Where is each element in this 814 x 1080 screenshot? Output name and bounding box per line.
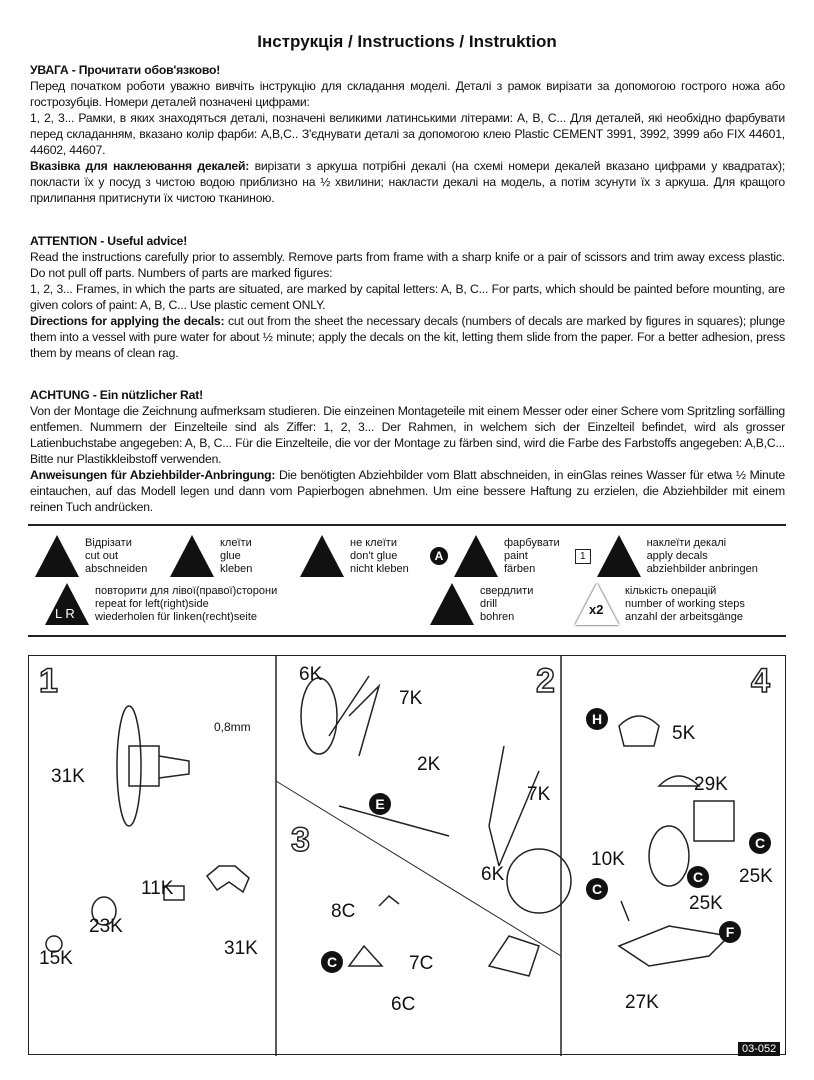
legend-item — [430, 583, 533, 625]
ua-section — [30, 62, 785, 206]
legend-item — [430, 535, 560, 577]
wheel-drawing — [46, 706, 249, 952]
step-number: 4 — [751, 662, 770, 700]
legend-text: свердлити drill bohren — [480, 584, 534, 623]
part-label: 5K — [672, 723, 696, 744]
decal-icon — [597, 535, 641, 577]
paint-marker: F — [719, 921, 741, 943]
legend-text: наклеїти декалі apply decals abziehbilder anbringen — [646, 536, 758, 575]
paint-brush-icon — [454, 535, 498, 577]
ua-p2: 1, 2, 3... Рамки, в яких знаходяться деталі, позначені великими латинськими літерами: A, B, C... Для деталей, які необхідно фарбувати перед складанням, вказано колір фарби: A,B,C.. З'єднувати деталі за допомогою клею Plastic CEMENT 3991, 3992, 3999 або FIX 44601, 44602, 44607. — [30, 111, 785, 157]
left-right-icon — [45, 583, 89, 625]
frame-drawing — [301, 676, 571, 976]
en-p1: Read the instructions carefully prior to assembly. Remove parts from frame with a sharp knife or a pair of scissors and trim away excess plastic. Do not pull off parts. Numbers of parts are marked figures: — [30, 250, 785, 280]
part-label: 6K — [299, 664, 323, 685]
legend-item — [575, 535, 758, 577]
en-decal-text: cut out from the sheet the necessary decals (numbers of decals are marked by figures in squares); plunge them into a vessel with pure water for about ½ minute; apply the decals on the kit, letting them slide from the paper. For a better adhesion, press them by means of clean rag. — [30, 314, 786, 360]
seat-drawing — [619, 716, 734, 966]
legend-text: Відрізати cut out abschneiden — [85, 536, 148, 575]
no-glue-icon — [300, 535, 344, 577]
de-p1: Von der Montage die Zeichnung aufmerksam studieren. Die einzeinen Montageteile mit einem Messer oder einer Schere vom Spritzling sorfälling entfemen. Nummern der Einzelteile sind als Ziffer: 1, 2, 3... Der Rahmen, in welchem sich der Einzelteil befindet, wird als grosser Latienbuchstabe angegeben: A, B, C... Für die Einzelteile, die vor der Montage zu färben sind, wird die Farbe des Farbstoffs angegeben: A,B,C... Bitte nur Plastikkleibstoff verwenden. — [30, 404, 785, 466]
part-label: 6K — [481, 864, 505, 885]
legend-text: повторити для лівої(правої)сторони repeat for left(right)side wiederholen für linken(recht)seite — [95, 584, 278, 623]
de-section — [30, 387, 785, 515]
part-label: 7C — [409, 953, 434, 974]
paint-marker: C — [586, 878, 608, 900]
part-label: 23K — [89, 916, 123, 937]
paint-marker: H — [586, 708, 608, 730]
drill-icon — [430, 583, 474, 625]
left-right-label: L R — [55, 606, 75, 621]
part-label: 31K — [224, 938, 258, 959]
part-label: 31K — [51, 766, 85, 787]
legend-item — [170, 535, 252, 577]
part-label: 25K — [689, 893, 723, 914]
decal-number-badge: 1 — [575, 549, 591, 564]
part-label: 29K — [694, 774, 728, 795]
steps-count: x2 — [589, 602, 604, 617]
paint-marker: C — [321, 951, 343, 973]
en-heading: ATTENTION - Useful advice! — [30, 234, 188, 248]
legend-text: фарбувати paint färben — [504, 536, 560, 575]
legend-item — [575, 583, 745, 625]
en-section — [30, 233, 785, 361]
cut-knife-icon — [35, 535, 79, 577]
legend-item — [45, 583, 277, 625]
de-decal-label: Anweisungen für Abziehbilder-Anbringung: — [30, 468, 276, 482]
divider — [28, 635, 786, 637]
step-number: 1 — [39, 662, 58, 700]
part-label: 15K — [39, 948, 73, 969]
ua-decal-label: Вказівка для наклеювання декалей: — [30, 159, 250, 173]
glue-icon — [170, 535, 214, 577]
step-number: 3 — [291, 821, 310, 859]
legend-text: не клеїти don't glue nicht kleben — [350, 536, 409, 575]
ua-p1: Перед початком роботи уважно вивчіть інструкцію для складання моделі. Деталі з рамок вирізати за допомогою гострого ножа або гострозубців. Номери деталей позначені цифрами: — [30, 79, 785, 109]
part-label: 6C — [391, 994, 416, 1015]
part-label: 11K — [141, 878, 174, 899]
de-heading: ACHTUNG - Ein nützlicher Rat! — [30, 388, 203, 402]
part-label: 8C — [331, 901, 356, 922]
part-label: 7K — [399, 688, 423, 709]
part-label: 2K — [417, 754, 441, 775]
paint-marker: E — [369, 793, 391, 815]
legend-text: клеїти glue kleben — [220, 536, 253, 575]
paint-marker: C — [749, 832, 771, 854]
ua-heading: УВАГА - Прочитати обов'язково! — [30, 63, 221, 77]
legend-text: кількість операцій number of working steps anzahl der arbeitsgänge — [625, 584, 745, 623]
kit-code: 03-052 — [738, 1042, 780, 1056]
legend-item — [35, 535, 147, 577]
en-p2: 1, 2, 3... Frames, in which the parts are situated, are marked by capital letters: A, B, C... For parts, which should be painted before mounting, are given colors of paint: A, B, C... Use plastic cement ONLY. — [30, 282, 785, 312]
assembly-diagram — [28, 655, 786, 1055]
step-number: 2 — [536, 662, 555, 700]
paint-marker: C — [687, 866, 709, 888]
part-label: 10K — [591, 849, 625, 870]
divider — [28, 524, 786, 526]
paint-badge: A — [430, 547, 448, 565]
en-decal-label: Directions for applying the decals: — [30, 314, 225, 328]
page-title: Інструкція / Instructions / Instruktion — [257, 32, 557, 51]
repeat-steps-icon — [575, 583, 619, 625]
part-label: 27K — [625, 992, 659, 1013]
ua-decal-text: вирізати з аркуша потрібні декалі (на схемі номери декалей вказано цифрами у квадратах); покласти їх у посуд з чистою водою приблизно на ½ хвилини; накласти декалі на модель, а потім зсунути їх з аркуша. Для кращого прилипання притиснути їх чистою тканиною. — [30, 159, 786, 205]
dimension-label: 0,8mm — [214, 720, 251, 734]
de-decal-text: Die benötigten Abziehbilder vom Blatt abschneiden, in einGlas reines Wasser für etwa ½ Minute eintauchen, auf das Modell legen und dann vom Papierbogen abnehmen. Um eine bessere Haftung zu erzielen, die Abziehbilder mit einem reinen Tuch andrücken. — [30, 468, 785, 514]
legend-item — [300, 535, 409, 577]
part-label: 25K — [739, 866, 773, 887]
part-label: 7K — [527, 784, 551, 805]
